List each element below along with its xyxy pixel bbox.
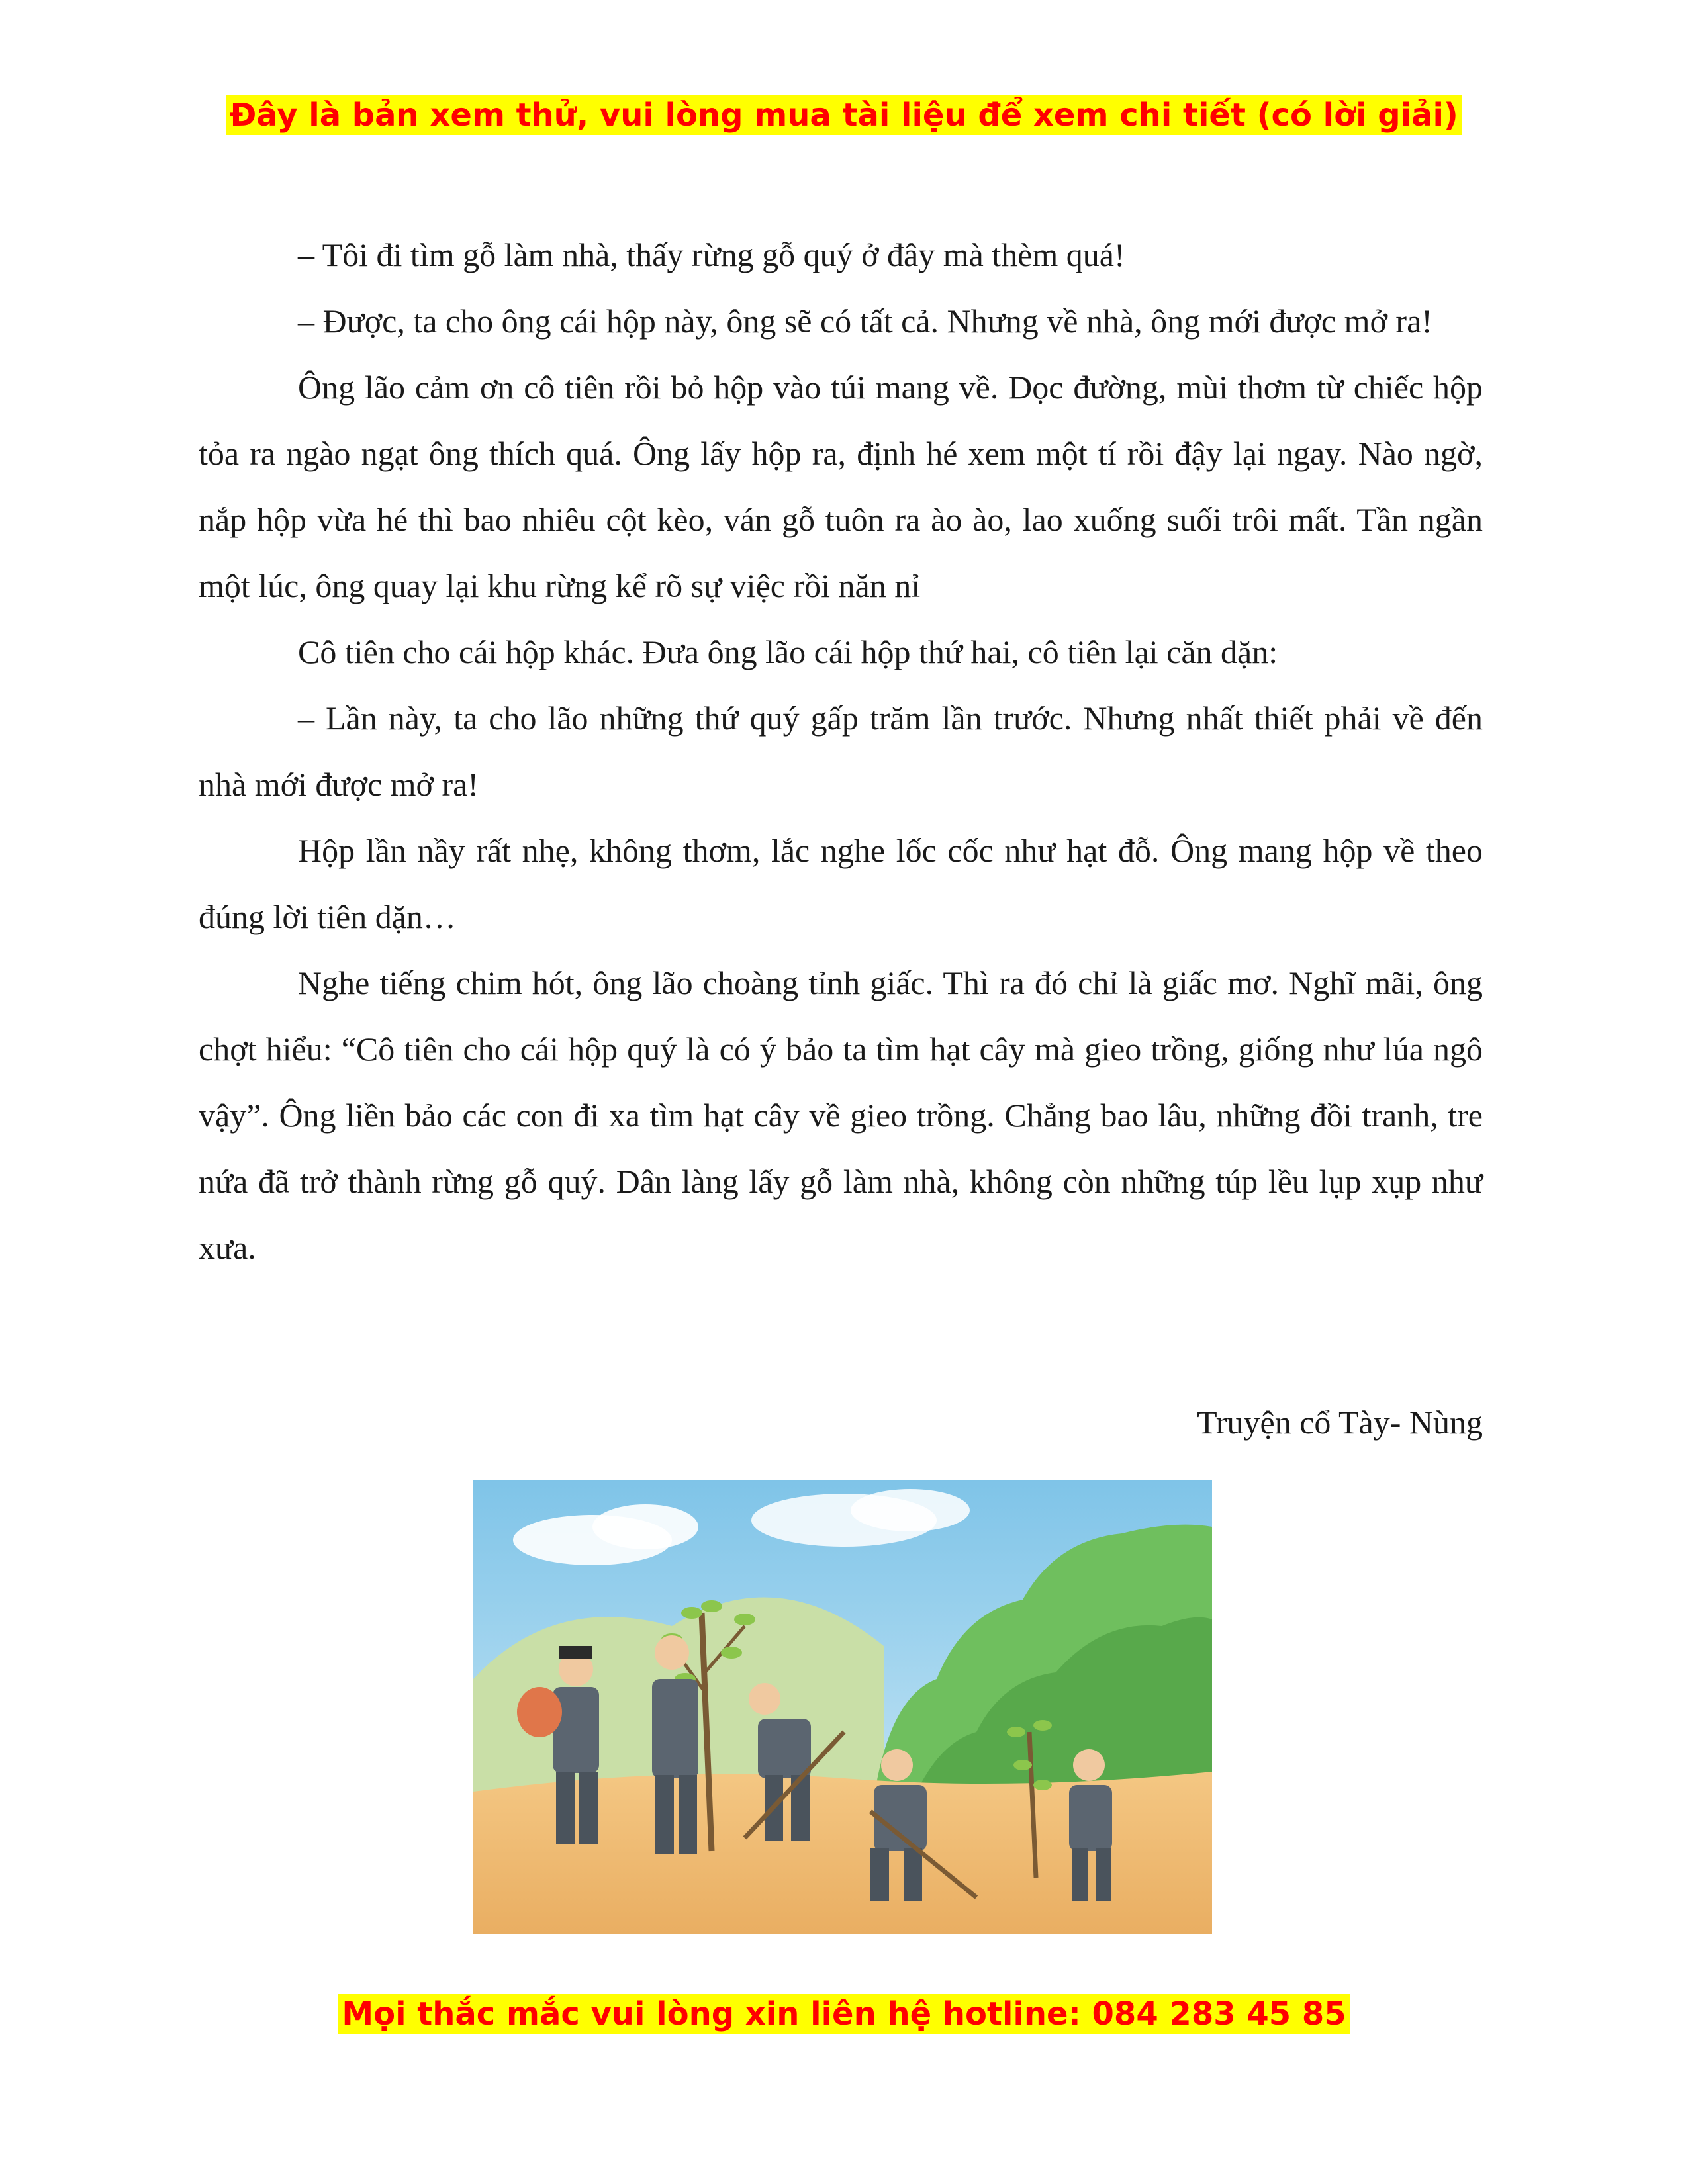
- story-text: [199, 222, 1483, 1281]
- preview-notice-banner: [0, 97, 1688, 134]
- hotline-banner: [0, 1995, 1688, 2032]
- story-paragraph: – Được, ta cho ông cái hộp này, ông sẽ có tất cả. Nhưng về nhà, ông mới được mở ra!: [298, 302, 1432, 340]
- hotline-text: Mọi thắc mắc vui lòng xin liên hệ hotline: 084 283 45 85: [338, 1994, 1350, 2034]
- preview-notice-text: Đây là bản xem thử, vui lòng mua tài liệu để xem chi tiết (có lời giải): [226, 95, 1462, 135]
- story-paragraph: Ông lão cảm ơn cô tiên rồi bỏ hộp vào túi mang về. Dọc đường, mùi thơm từ chiếc hộp tỏa ra ngào ngạt ông thích quá. Ông lấy hộp ra, định hé xem một tí rồi đậy lại ngay. Nào ngờ, nắp hộp vừa hé thì bao nhiêu cột kèo, ván gỗ tuôn ra ào ào, lao xuống suối trôi mất. Tần ngần một lúc, ông quay lại khu rừng kể rõ sự việc rồi năn nỉ: [199, 369, 1483, 604]
- tree-planting-illustration: [473, 1480, 1212, 1934]
- story-paragraph: Nghe tiếng chim hót, ông lão choàng tỉnh giấc. Thì ra đó chỉ là giấc mơ. Nghĩ mãi, ông chợt hiểu: “Cô tiên cho cái hộp quý là có ý bảo ta tìm hạt cây mà gieo trồng, giống như lúa ngô vậy”. Ông liền bảo các con đi xa tìm hạt cây về gieo trồng. Chẳng bao lâu, những đồi tranh, tre nứa đã trở thành rừng gỗ quý. Dân làng lấy gỗ làm nhà, không còn những túp lều lụp xụp như xưa.: [199, 964, 1483, 1266]
- story-paragraph: – Tôi đi tìm gỗ làm nhà, thấy rừng gỗ quý ở đây mà thèm quá!: [298, 236, 1125, 273]
- story-paragraph: Hộp lần nầy rất nhẹ, không thơm, lắc nghe lốc cốc như hạt đỗ. Ông mang hộp về theo đúng lời tiên dặn…: [199, 832, 1483, 935]
- story-source: Truyện cổ Tày- Nùng: [1197, 1404, 1483, 1441]
- story-paragraph: – Lần này, ta cho lão những thứ quý gấp trăm lần trước. Nhưng nhất thiết phải về đến nhà mới được mở ra!: [199, 700, 1483, 803]
- story-paragraph: Cô tiên cho cái hộp khác. Đưa ông lão cái hộp thứ hai, cô tiên lại căn dặn:: [298, 633, 1278, 670]
